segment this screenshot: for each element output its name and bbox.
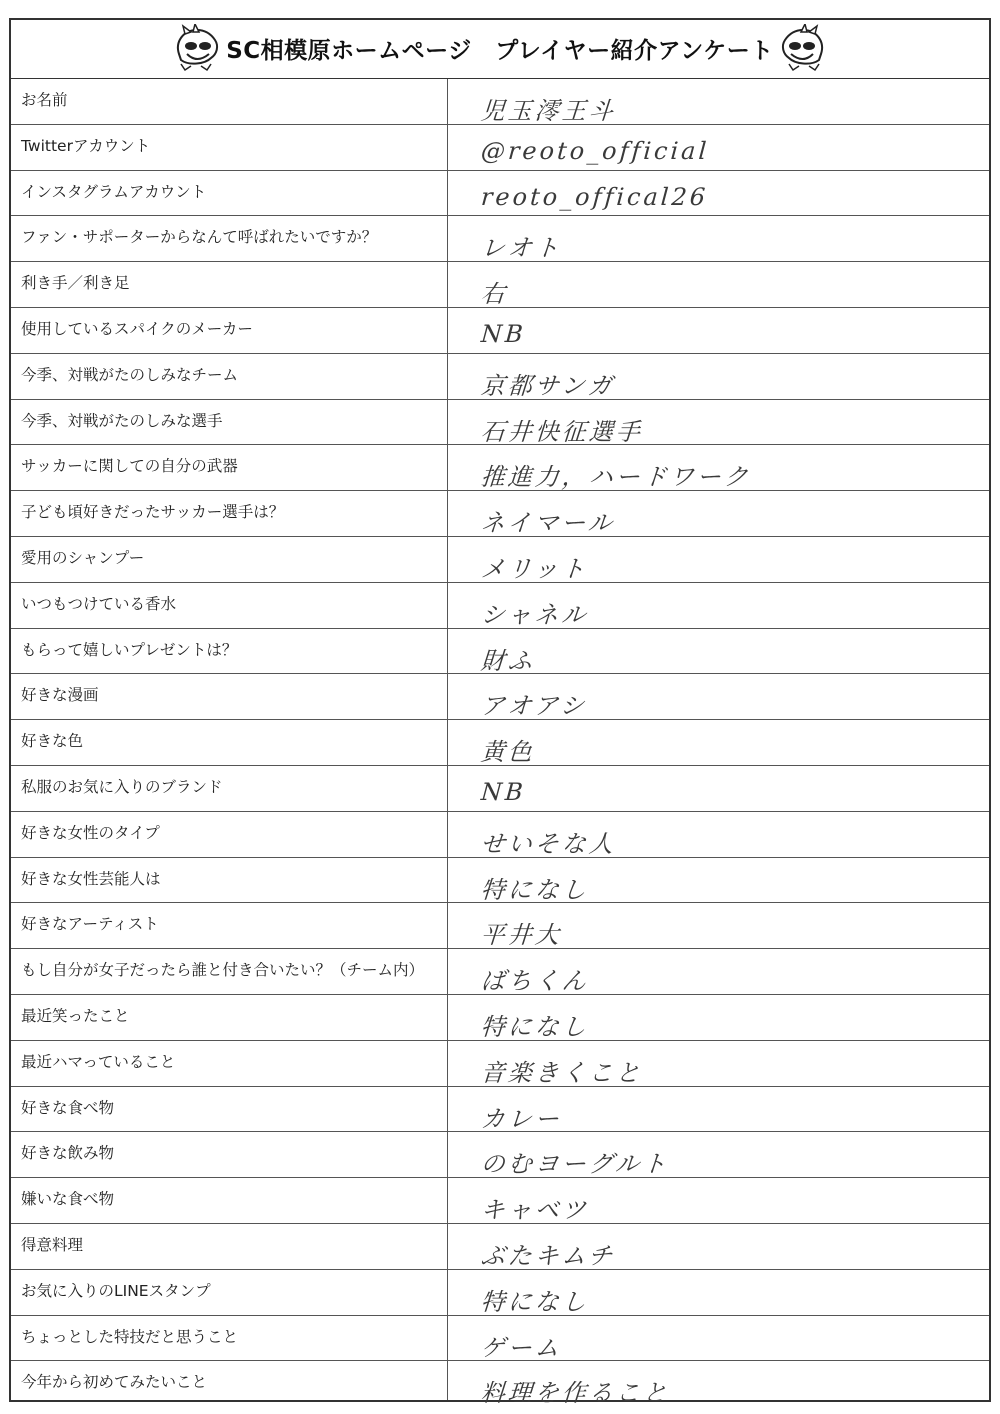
question-label: 嫌いな食べ物 [21,1190,115,1209]
question-row [11,491,989,537]
question-label: お名前 [21,91,68,109]
question-row [11,1316,989,1362]
question-label: 子ども頃好きだったサッカー選手は？ [21,503,285,522]
question-row [11,583,989,629]
handwritten-answer: 特になし [479,875,590,904]
question-row [11,1041,989,1087]
page-title: SC相模原ホームページ プレイヤー紹介アンケート [226,38,774,64]
question-row [11,79,989,125]
question-row [11,812,989,858]
handwritten-answer: 平井大 [479,921,563,950]
handwritten-answer: 京都サンガ [479,371,616,400]
question-row [11,674,989,720]
handwritten-answer: 推進力，ハードワーク [479,463,752,492]
question-row [11,537,989,583]
question-label: Twitterアカウント [21,136,151,155]
handwritten-answer: reoto_offical26 [480,182,710,211]
handwritten-answer: @reoto_official [480,136,711,165]
question-label: 最近笑ったこと [21,1006,130,1025]
question-row [11,1178,989,1224]
handwritten-answer: キャベツ [479,1196,590,1225]
question-row [11,354,989,400]
handwritten-answer: 特になし [479,1287,590,1316]
handwritten-answer: のむヨーグルト [479,1150,671,1179]
question-row [11,949,989,995]
question-label: 今季、対戦がたのしみなチーム [21,365,239,384]
question-label: もらって嬉しいプレゼントは？ [21,640,238,659]
question-row [11,400,989,446]
question-label: 利き手／利き足 [21,274,130,293]
question-label: ちょっとした特技だと思うこと [21,1327,239,1346]
question-label: もし自分が女子だったら誰と付き合いたい？（チーム内） [21,961,425,980]
handwritten-answer: カレー [479,1104,563,1133]
question-row [11,171,989,217]
question-row [11,629,989,675]
question-label: 今年から初めてみたいこと [21,1373,208,1392]
question-label: 今季、対戦がたのしみな選手 [21,411,223,430]
question-row [11,1224,989,1270]
question-row [11,858,989,904]
question-row [11,903,989,949]
handwritten-answer: アオアシ [479,692,588,721]
question-row [11,1132,989,1178]
question-row [11,125,989,171]
handwritten-answer: 財ふ [479,646,536,675]
handwritten-answer: 音楽きくこと [479,1058,644,1087]
question-label: 好きな色 [21,732,84,751]
question-label: 私服のお気に入りのブランド [21,777,223,796]
question-label: 得意料理 [21,1235,84,1254]
question-label: 好きな女性芸能人は [21,869,161,888]
handwritten-answer: メリット [479,554,589,583]
question-label: 好きな食べ物 [21,1098,115,1117]
question-label: いつもつけている香水 [21,594,177,613]
question-label: お気に入りのLINEスタンプ [21,1281,211,1300]
question-label: 愛用のシャンプー [21,548,145,567]
question-row [11,995,989,1041]
question-label: サッカーに関しての自分の武器 [21,457,238,476]
handwritten-answer: せいそな人 [479,829,617,858]
question-row [11,720,989,766]
handwritten-answer: ばちくん [479,967,590,996]
question-label: 好きな漫画 [21,686,99,705]
survey-sheet [9,18,991,1408]
handwritten-answer: NB [480,777,527,806]
question-row [11,216,989,262]
question-row [11,1361,989,1407]
question-row [11,1270,989,1316]
header [11,20,989,79]
question-label: 最近ハマっていること [21,1052,176,1071]
question-row [11,308,989,354]
question-label: 好きなアーティスト [21,915,159,934]
question-label: 好きな女性のタイプ [21,823,160,842]
handwritten-answer: 特になし [479,1012,590,1041]
question-label: 好きな飲み物 [21,1144,115,1163]
handwritten-answer: レオト [479,234,563,263]
handwritten-answer: 料理を作ること [479,1379,671,1408]
question-row [11,445,989,491]
question-label: インスタグラムアカウント [21,182,207,201]
question-list [11,79,989,1407]
handwritten-answer: 児玉澪王斗 [479,97,617,125]
handwritten-answer: NB [480,319,527,348]
handwritten-answer: ゲーム [479,1333,563,1362]
question-label: ファン・サポーターからなんて呼ばれたいですか？ [21,228,378,247]
handwritten-answer: 黄色 [479,738,536,767]
handwritten-answer: ネイマール [479,509,616,538]
handwritten-answer: 右 [479,280,509,309]
handwritten-answer: ぶたキムチ [479,1241,617,1270]
handwritten-answer: シャネル [479,600,590,629]
question-label: 使用しているスパイクのメーカー [21,319,253,338]
question-row [11,1087,989,1133]
question-row [11,766,989,812]
mascot-icon [777,24,829,72]
question-row [11,262,989,308]
handwritten-answer: 石井快征選手 [479,417,644,446]
